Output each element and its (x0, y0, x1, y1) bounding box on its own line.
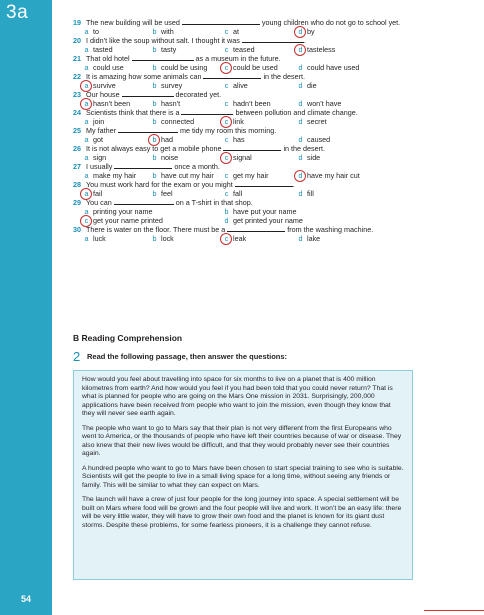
option-letter: b (152, 189, 157, 198)
option-letter: a (84, 45, 89, 54)
option-text: hasn’t (159, 99, 181, 108)
option-text: side (305, 153, 321, 162)
option-text: signal (231, 153, 252, 162)
answer-blank[interactable] (114, 198, 174, 205)
answer-option-c[interactable] (222, 27, 239, 36)
answer-blank[interactable] (242, 36, 304, 43)
answer-option-b[interactable] (150, 153, 178, 162)
option-letter: d (224, 216, 229, 225)
option-letter: b (152, 27, 157, 36)
answer-option-d[interactable] (296, 63, 359, 72)
option-letter: a (84, 207, 89, 216)
answer-blank[interactable] (122, 90, 174, 97)
passage-paragraph: How would you feel about travelling into space for six months to live on a planet that is 400 million kilometres from earth? And how would you feel if you had been told that you could never return? That is what is planned for people who are going on the Mars One mission in 2031. Surprisingly, 200,000 applications have been received from people who want to join the mission, even though they know that they will never see earth again. (82, 376, 393, 417)
answer-option-b[interactable] (150, 135, 173, 144)
question-text: You can (86, 198, 114, 207)
answer-option-d[interactable] (296, 27, 315, 36)
question-text: me tidy my room this morning. (177, 126, 277, 135)
option-text: have cut my hair (159, 171, 214, 180)
question-stem (73, 108, 358, 117)
question-text: as a museum in the future. (193, 54, 281, 63)
question-text: on a T-shirt in that shop. (173, 198, 253, 207)
option-letter: c (224, 189, 229, 198)
answer-option-a[interactable] (82, 189, 102, 198)
answer-blank[interactable] (235, 180, 293, 187)
option-letter: a (84, 234, 89, 243)
answer-option-a[interactable] (82, 117, 104, 126)
question-stem (73, 72, 305, 81)
option-letter: a (84, 153, 89, 162)
option-text: noise (159, 153, 179, 162)
option-text: join (91, 117, 105, 126)
option-letter: c (224, 81, 229, 90)
option-text: lake (305, 234, 321, 243)
question-number: 29 (73, 198, 81, 207)
question-number: 25 (73, 126, 81, 135)
question-text: It is not always easy to get a mobile phone (86, 144, 224, 153)
circled-option-letter: a (82, 81, 91, 90)
unit-sidebar (0, 0, 52, 615)
answer-blank[interactable] (182, 18, 260, 25)
question-number: 23 (73, 90, 81, 99)
option-letter: b (152, 81, 157, 90)
option-text: tasted (91, 45, 113, 54)
answer-option-c[interactable] (222, 45, 255, 54)
option-text: luck (91, 234, 106, 243)
option-letter: d (298, 63, 303, 72)
answer-option-b[interactable] (150, 27, 174, 36)
circled-option-letter: c (222, 234, 231, 243)
answer-option-b[interactable] (150, 45, 176, 54)
option-text: tasty (159, 45, 177, 54)
option-text: tasteless (305, 45, 336, 54)
instruction-text: Read the following passage, then answer the questions: (87, 352, 288, 361)
option-text: has (231, 135, 245, 144)
option-letter: d (298, 81, 303, 90)
option-text: won’t have (305, 99, 342, 108)
answer-option-a[interactable] (82, 234, 106, 243)
circled-option-letter: a (82, 189, 91, 198)
passage-paragraph: The people who want to go to Mars say that their plan is not very different from the first Europeans who went to America, or the thousands of people who have left their countries because of war or disease. They also knew that their new lives would be difficult, and that they would probably never see their countries again. (82, 424, 402, 457)
option-text: hasn’t been (91, 99, 131, 108)
option-text: sign (91, 153, 107, 162)
option-text: make my hair (91, 171, 137, 180)
question-text: That old hotel (86, 54, 132, 63)
reading-passage (73, 370, 413, 580)
question-number: 21 (73, 54, 81, 63)
question-text: from the washing machine. (285, 225, 374, 234)
answer-option-c[interactable] (222, 189, 242, 198)
question-text: My father (86, 126, 118, 135)
question-text: between pollution and climate change. (233, 108, 358, 117)
question-text: once a month. (172, 162, 220, 171)
question-number: 19 (73, 18, 81, 27)
answer-option-a[interactable] (82, 81, 116, 90)
circled-option-letter: b (150, 135, 159, 144)
question-stem (73, 162, 220, 171)
answer-blank[interactable] (132, 54, 194, 61)
option-letter: c (224, 99, 229, 108)
option-text: could use (91, 63, 124, 72)
option-text: caused (305, 135, 331, 144)
answer-blank[interactable] (227, 225, 285, 232)
question-text: You must work hard for the exam or you might (86, 180, 235, 189)
option-letter: d (298, 117, 303, 126)
option-letter: a (84, 63, 89, 72)
unit-label: 3a (6, 2, 29, 23)
option-text: could be used (231, 63, 278, 72)
option-letter: b (224, 207, 229, 216)
question-stem (73, 144, 325, 153)
question-stem (73, 198, 253, 207)
option-text: fill (305, 189, 314, 198)
option-letter: d (298, 153, 303, 162)
question-text: There is water on the floor. There must be a (86, 225, 228, 234)
question-text: I usually (86, 162, 115, 171)
answer-blank[interactable] (181, 108, 233, 115)
answer-option-b[interactable] (222, 207, 297, 216)
answer-option-c[interactable] (82, 216, 163, 225)
answer-option-b[interactable] (150, 81, 182, 90)
option-text: feel (159, 189, 173, 198)
question-text: young children who do not go to school yet. (259, 18, 401, 27)
option-text: secret (305, 117, 327, 126)
option-letter: d (298, 234, 303, 243)
question-text: decorated yet. (173, 90, 222, 99)
option-text: get my hair (231, 171, 269, 180)
footer-rule (424, 610, 484, 611)
answer-option-c[interactable] (222, 171, 269, 180)
option-letter: b (152, 99, 157, 108)
circled-option-letter: c (222, 117, 231, 126)
option-text: lock (159, 234, 174, 243)
question-stem (73, 90, 221, 99)
option-letter: b (152, 63, 157, 72)
option-letter: b (152, 234, 157, 243)
answer-option-b[interactable] (150, 117, 194, 126)
option-text: could be using (159, 63, 208, 72)
answer-option-a[interactable] (82, 99, 130, 108)
answer-blank[interactable] (118, 126, 178, 133)
question-text: Our house (86, 90, 122, 99)
answer-option-d[interactable] (296, 81, 317, 90)
option-text: get printed your name (231, 216, 303, 225)
option-text: survey (159, 81, 183, 90)
option-text: had (159, 135, 173, 144)
option-text: die (305, 81, 317, 90)
answer-option-c[interactable] (222, 234, 246, 243)
option-text: have my hair cut (305, 171, 360, 180)
question-stem (73, 180, 295, 189)
option-text: get your name printed (91, 216, 163, 225)
question-text: . (303, 36, 306, 45)
answer-option-a[interactable] (82, 207, 153, 216)
answer-option-d[interactable] (296, 234, 320, 243)
answer-option-b[interactable] (150, 63, 207, 72)
answer-option-d[interactable] (296, 117, 327, 126)
option-letter: b (152, 153, 157, 162)
question-stem (73, 54, 281, 63)
answer-option-c[interactable] (222, 63, 278, 72)
option-letter: a (84, 27, 89, 36)
answer-option-c[interactable] (222, 117, 244, 126)
option-letter: d (298, 189, 303, 198)
answer-option-a[interactable] (82, 135, 103, 144)
page-number: 54 (20, 594, 31, 604)
answer-option-b[interactable] (150, 171, 214, 180)
answer-blank[interactable] (203, 72, 261, 79)
option-text: teased (231, 45, 255, 54)
circled-option-letter: d (296, 27, 305, 36)
answer-option-c[interactable] (222, 99, 271, 108)
instruction-number: 2 (73, 349, 81, 364)
answer-option-a[interactable] (82, 153, 106, 162)
option-text: to (91, 27, 99, 36)
passage-paragraph: A hundred people who want to go to Mars have been chosen to start special training to see who is suitable. Scientists will get the people to live in a small living space for a long time, without seeing any friends or family. This will be similar to what they can expect on Mars. (82, 464, 404, 489)
question-number: 27 (73, 162, 81, 171)
option-letter: b (152, 117, 157, 126)
option-text: fall (231, 189, 243, 198)
option-text: with (159, 27, 174, 36)
question-text: I didn’t like the soup without salt. I thought it was (86, 36, 242, 45)
option-text: leak (231, 234, 247, 243)
option-letter: c (224, 45, 229, 54)
passage-paragraph: The launch will have a crew of just four people for the long journey into space. A special settlement will be built on Mars where food will be grown and the four people will live and work. It won’t be an easy life: there will be very little water, they will have to grow their own food and the planet is known for its giant dust storms. Despite these problems, for some fearless pioneers, it is a challenge they cannot refuse. (82, 496, 402, 529)
option-letter: c (224, 171, 229, 180)
question-stem (73, 18, 400, 27)
answer-option-a[interactable] (82, 45, 113, 54)
answer-option-a[interactable] (82, 27, 99, 36)
question-text: . (292, 180, 295, 189)
circled-option-letter: d (296, 45, 305, 54)
answer-option-a[interactable] (82, 171, 136, 180)
question-text: It is amazing how some animals can (86, 72, 204, 81)
answer-option-b[interactable] (150, 189, 173, 198)
section-title: B Reading Comprehension (73, 333, 183, 343)
option-letter: c (224, 27, 229, 36)
option-letter: c (224, 135, 229, 144)
question-stem (73, 126, 276, 135)
option-letter: b (152, 45, 157, 54)
answer-option-d[interactable] (296, 99, 341, 108)
option-text: link (231, 117, 244, 126)
option-letter: a (84, 135, 89, 144)
option-text: at (231, 27, 239, 36)
option-letter: b (152, 171, 157, 180)
option-text: hadn’t been (231, 99, 271, 108)
answer-option-d[interactable] (296, 45, 335, 54)
option-text: by (305, 27, 315, 36)
option-text: alive (231, 81, 248, 90)
circled-option-letter: c (222, 153, 231, 162)
option-text: have put your name (231, 207, 297, 216)
question-text: The new building will be used (86, 18, 182, 27)
option-text: connected (159, 117, 195, 126)
answer-option-d[interactable] (296, 153, 320, 162)
answer-option-a[interactable] (82, 63, 124, 72)
question-text: Scientists think that there is a (86, 108, 182, 117)
question-number: 28 (73, 180, 81, 189)
option-text: survive (91, 81, 116, 90)
question-number: 22 (73, 72, 81, 81)
circled-option-letter: a (82, 99, 91, 108)
answer-blank[interactable] (114, 162, 172, 169)
option-letter: a (84, 117, 89, 126)
circled-option-letter: c (82, 216, 91, 225)
option-text: could have used (305, 63, 360, 72)
option-text: fail (91, 189, 103, 198)
answer-option-b[interactable] (150, 234, 174, 243)
question-text: in the desert. (281, 144, 326, 153)
question-number: 26 (73, 144, 81, 153)
answer-option-c[interactable] (222, 153, 252, 162)
answer-option-d[interactable] (296, 171, 360, 180)
question-number: 20 (73, 36, 81, 45)
question-text: in the desert. (261, 72, 306, 81)
question-number: 24 (73, 108, 81, 117)
answer-blank[interactable] (223, 144, 281, 151)
circled-option-letter: c (222, 63, 231, 72)
answer-option-c[interactable] (222, 81, 248, 90)
option-letter: a (84, 171, 89, 180)
answer-option-c[interactable] (222, 135, 245, 144)
answer-option-d[interactable] (296, 189, 314, 198)
answer-option-b[interactable] (150, 99, 180, 108)
option-text: got (91, 135, 103, 144)
option-text: printing your name (91, 207, 153, 216)
answer-option-d[interactable] (222, 216, 303, 225)
circled-option-letter: d (296, 171, 305, 180)
question-number: 30 (73, 225, 81, 234)
option-letter: d (298, 99, 303, 108)
question-stem (73, 36, 306, 45)
option-letter: d (298, 135, 303, 144)
answer-option-d[interactable] (296, 135, 330, 144)
